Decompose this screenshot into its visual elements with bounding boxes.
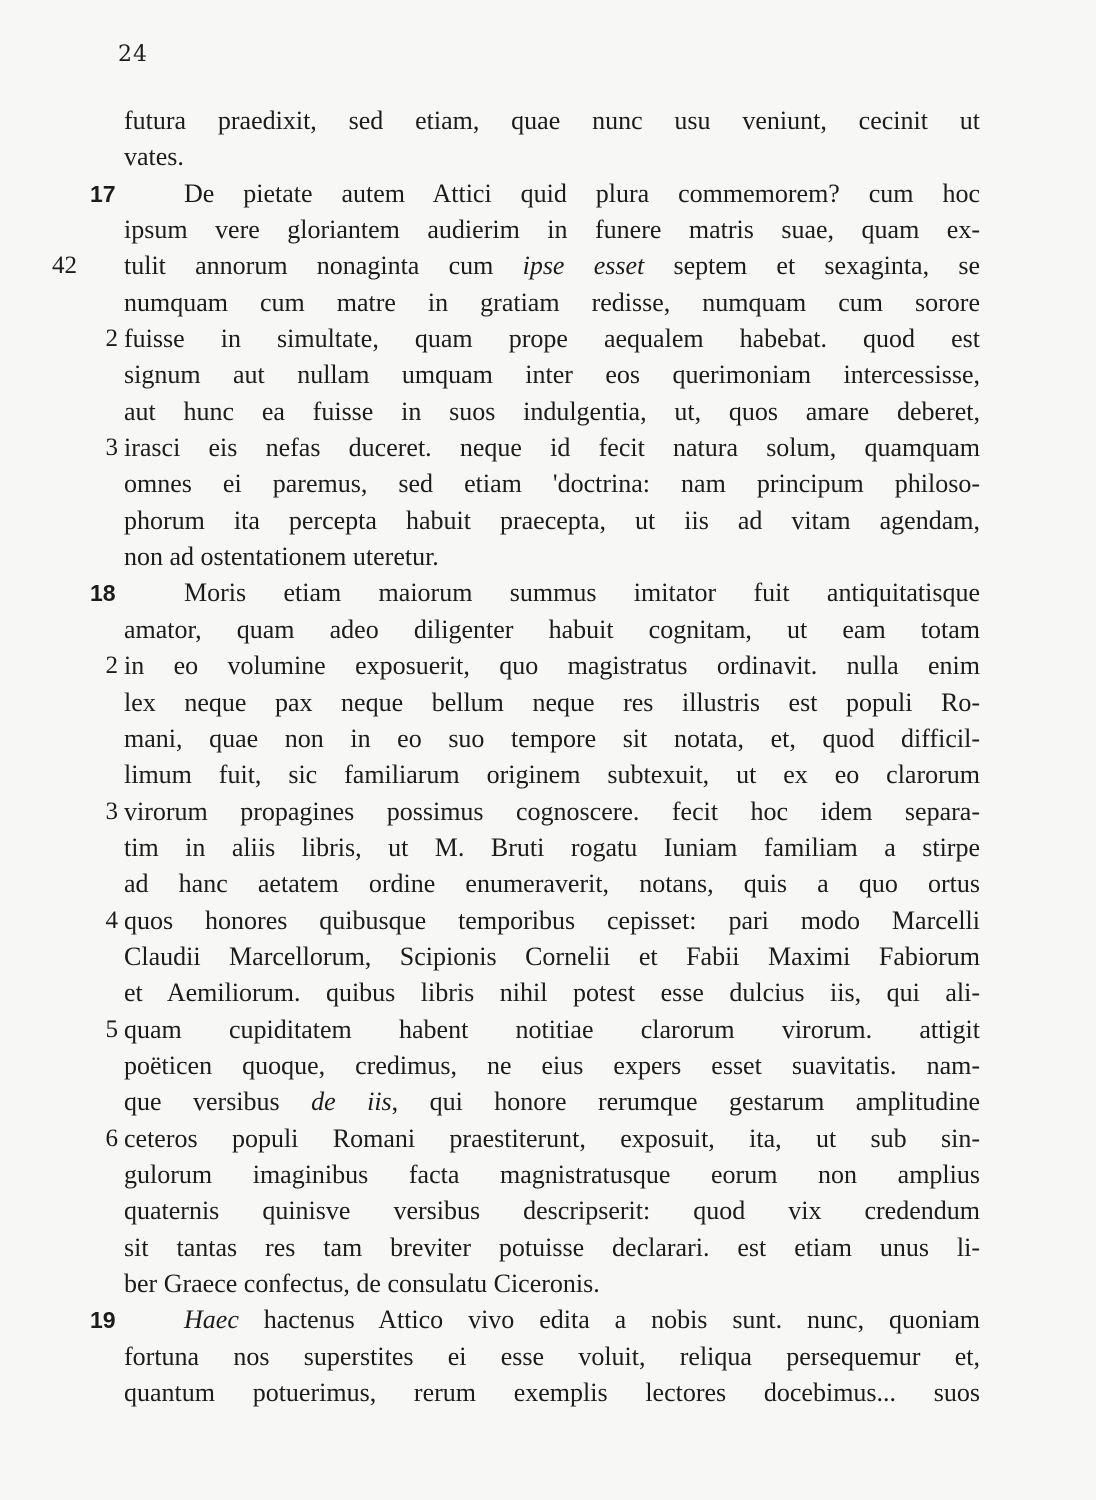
text-line <box>0 757 1096 793</box>
line-text: omnes ei paremus, sed etiam 'doctrina: nam principum philoso- <box>124 469 980 499</box>
text-line <box>0 1084 1096 1120</box>
italic-text: Haec <box>184 1305 239 1335</box>
line-text: et Aemiliorum. quibus libris nihil potest esse dulcius iis, qui ali- <box>124 978 980 1008</box>
line-text: ceteros populi Romani praestiterunt, exposuit, ita, ut sub sin- <box>124 1123 980 1153</box>
line-text: numquam cum matre in gratiam redisse, numquam cum sorore <box>124 287 980 317</box>
text-line <box>0 794 1096 830</box>
text-line <box>0 248 1096 284</box>
text-line <box>0 721 1096 757</box>
line-text: quos honores quibusque temporibus cepisset: pari modo Marcelli <box>124 905 980 935</box>
line-text: sit tantas res tam breviter potuisse declarari. est etiam unus li- <box>124 1232 980 1262</box>
text-line <box>0 176 1096 212</box>
text-line <box>0 103 1096 139</box>
line-text: quaternis quinisve versibus descripserit: quod vix credendum <box>124 1196 980 1226</box>
text-line <box>0 830 1096 866</box>
line-text: Moris etiam maiorum summus imitator fuit antiquitatisque <box>184 578 980 608</box>
text-line <box>0 866 1096 902</box>
text-line <box>0 430 1096 466</box>
text-line <box>0 648 1096 684</box>
text-line <box>0 1302 1096 1338</box>
text-line <box>0 321 1096 357</box>
subsection-number: 6 <box>105 1124 118 1152</box>
text-line <box>0 139 1096 175</box>
line-text: aut hunc ea fuisse in suos indulgentia, ut, quos amare deberet, <box>124 396 980 426</box>
text-line <box>0 975 1096 1011</box>
line-text <box>124 248 980 284</box>
line-text: De pietate autem Attici quid plura commemorem? cum hoc <box>184 178 980 208</box>
text-segment: , qui honore rerumque gestarum amplitudine <box>391 1087 980 1117</box>
text-segment: tulit annorum nonaginta cum <box>124 251 523 281</box>
text-segment: hactenus Attico vivo edita a nobis sunt. nunc, quoniam <box>238 1305 980 1335</box>
text-line <box>0 212 1096 248</box>
page-number: 24 <box>118 42 148 67</box>
text-line <box>0 1375 1096 1411</box>
line-text: gulorum imaginibus facta magnistratusque eorum non amplius <box>124 1159 980 1189</box>
section-number: 18 <box>90 580 116 607</box>
section-number: 17 <box>90 180 116 207</box>
section-number: 19 <box>90 1307 116 1334</box>
text-line <box>0 1048 1096 1084</box>
text-line <box>0 1230 1096 1266</box>
line-text: Claudii Marcellorum, Scipionis Cornelii et Fabii Maximi Fabiorum <box>124 941 980 971</box>
line-text: quantum potuerimus, rerum exemplis lectores docebimus... suos <box>124 1378 980 1408</box>
text-line <box>0 939 1096 975</box>
subsection-number: 3 <box>105 797 118 825</box>
line-text: vates. <box>124 142 184 172</box>
text-line <box>0 575 1096 611</box>
line-text <box>124 1084 980 1120</box>
subsection-number: 2 <box>105 652 118 680</box>
line-text: ber Graece confectus, de consulatu Ciceronis. <box>124 1269 600 1298</box>
subsection-number: 4 <box>105 906 118 934</box>
text-line <box>0 285 1096 321</box>
italic-text: de iis <box>311 1087 392 1117</box>
text-line <box>0 1193 1096 1229</box>
text-segment: septem et sexaginta, se <box>644 251 980 281</box>
line-text: poëticen quoque, credimus, ne eius expers esset suavitatis. nam- <box>124 1050 980 1080</box>
text-line <box>0 503 1096 539</box>
line-text: phorum ita percepta habuit praecepta, ut iis ad vitam agendam, <box>124 505 980 535</box>
line-text: quam cupiditatem habent notitiae clarorum virorum. attigit <box>124 1014 980 1044</box>
subsection-number: 5 <box>105 1015 118 1043</box>
subsection-number: 2 <box>105 325 118 353</box>
line-text: amator, quam adeo diligenter habuit cognitam, ut eam totam <box>124 614 980 644</box>
chapter-marker: 42 <box>52 252 77 280</box>
line-text: signum aut nullam umquam inter eos querimoniam intercessisse, <box>124 360 980 390</box>
line-text: limum fuit, sic familiarum originem subtexuit, ut ex eo clarorum <box>124 760 980 790</box>
line-text: fortuna nos superstites ei esse voluit, reliqua persequemur et, <box>124 1341 980 1371</box>
text-line <box>0 1012 1096 1048</box>
subsection-number: 3 <box>105 434 118 462</box>
line-text: futura praedixit, sed etiam, quae nunc usu veniunt, cecinit ut <box>124 106 980 135</box>
text-line <box>0 394 1096 430</box>
line-text: virorum propagines possimus cognoscere. fecit hoc idem separa- <box>124 796 980 826</box>
text-line <box>0 539 1096 575</box>
line-text: ad hanc aetatem ordine enumeraverit, notans, quis a quo ortus <box>124 869 980 899</box>
italic-text: ipse esset <box>522 251 645 281</box>
line-text: tim in aliis libris, ut M. Bruti rogatu Iuniam familiam a stirpe <box>124 832 980 862</box>
text-line <box>0 685 1096 721</box>
line-text <box>184 1302 980 1338</box>
text-line <box>0 1157 1096 1193</box>
text-line <box>0 1266 1096 1302</box>
text-line <box>0 1339 1096 1375</box>
text-line <box>0 357 1096 393</box>
line-text: fuisse in simultate, quam prope aequalem habebat. quod est <box>124 324 980 354</box>
text-body <box>0 103 1096 1411</box>
line-text: irasci eis nefas duceret. neque id fecit natura solum, quamquam <box>124 433 980 463</box>
line-text: non ad ostentationem uteretur. <box>124 542 439 572</box>
line-text: in eo volumine exposuerit, quo magistratus ordinavit. nulla enim <box>124 651 980 681</box>
text-line <box>0 903 1096 939</box>
text-line <box>0 466 1096 502</box>
line-text: ipsum vere gloriantem audierim in funere matris suae, quam ex- <box>124 215 980 245</box>
text-line <box>0 1121 1096 1157</box>
line-text: lex neque pax neque bellum neque res illustris est populi Ro- <box>124 687 980 717</box>
text-line <box>0 612 1096 648</box>
text-segment: que versibus <box>124 1087 312 1117</box>
line-text: mani, quae non in eo suo tempore sit notata, et, quod difficil- <box>124 723 980 753</box>
